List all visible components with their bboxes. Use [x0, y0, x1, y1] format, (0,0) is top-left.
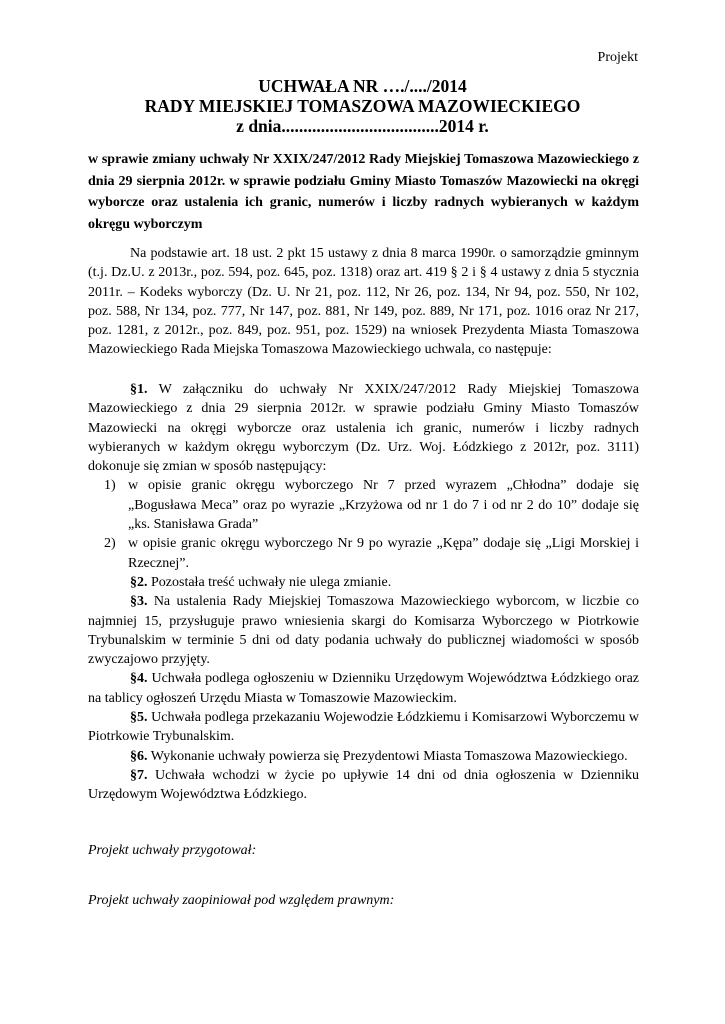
- section-2: [88, 573, 639, 592]
- section-6-mark: §6.: [130, 748, 148, 764]
- section-7-mark: §7.: [130, 767, 148, 783]
- section-3-mark: §3.: [130, 594, 148, 610]
- resolution-body: [88, 380, 639, 805]
- section-3: [88, 592, 639, 669]
- section-7: [88, 766, 639, 805]
- title-line-date: z dnia....................................2014 r.: [236, 116, 489, 136]
- section-5-text: Uchwała podlega przekazaniu Wojewodzie Łódzkiemu i Komisarzowi Wyborczemu w Piotrkowie Trybunalskim.: [88, 710, 639, 745]
- title-line-number: UCHWAŁA NR …./..../2014: [258, 76, 467, 96]
- legal-opinion-note: Projekt uchwały zaopiniował pod względem prawnym:: [88, 893, 395, 908]
- section-1-text: W załączniku do uchwały Nr XXIX/247/2012 Rady Miejskiej Tomaszowa Mazowieckiego z dnia 29 sierpnia 2012r. w sprawie podziału Gminy Miasto Tomaszów Mazowiecki na okręgi wyborcze oraz ustalenia ich granic, numerów i liczby radnych wybieranych w każdym okręgu wyborczym (Dz. Urz. Woj. Łódzkiego z 2012r, poz. 3111) dokonuje się zmian w sposób następujący:: [88, 382, 639, 475]
- section-4-mark: §4.: [130, 671, 148, 687]
- amendment-item-1: [104, 476, 639, 534]
- legal-basis: Na podstawie art. 18 ust. 2 pkt 15 ustawy z dnia 8 marca 1990r. o samorządzie gminnym (t.j. Dz.U. z 2013r., poz. 594, poz. 645, poz. 1318) oraz art. 419 § 2 i § 4 ustawy z dnia 5 stycznia 2011r. – Kodeks wyborczy (Dz. U. Nr 21, poz. 112, Nr 26, poz. 134, Nr 94, poz. 550, Nr 102, poz. 588, Nr 134, poz. 777, Nr 147, poz. 881, Nr 149, poz. 889, Nr 171, poz. 1016 oraz Nr 217, poz. 1281, z 2012r., poz. 849, poz. 951, poz. 1529) na wniosek Prezydenta Miasta Tomaszowa Mazowieckiego Rada Miejska Tomaszowa Mazowieckiego uchwala, co następuje:: [88, 246, 639, 358]
- amendment-item-2: [104, 534, 639, 573]
- resolution-title: [0, 76, 725, 136]
- section-5-mark: §5.: [130, 710, 148, 726]
- section-7-text: Uchwała wchodzi w życie po upływie 14 dni od dnia ogłoszenia w Dzienniku Urzędowym Województwa Łódzkiego.: [88, 767, 639, 803]
- draft-label: Projekt: [597, 50, 638, 65]
- section-4: [88, 669, 639, 708]
- section-6-text: Wykonanie uchwały powierza się Prezydentowi Miasta Tomaszowa Mazowieckiego.: [147, 748, 628, 764]
- section-6: [88, 747, 639, 766]
- amendment-list: [88, 476, 639, 572]
- title-line-council: RADY MIEJSKIEJ TOMASZOWA MAZOWIECKIEGO: [144, 96, 581, 116]
- amendment-item-1-text: w opisie granic okręgu wyborczego Nr 7 przed wyrazem „Chłodna” dodaje się „Bogusława Meca” oraz po wyrazie „Krzyżowa od nr 1 do 7 i od nr 2 do 10” dodaje się „ks. Stanisława Grada”: [128, 478, 639, 533]
- section-5: [88, 708, 639, 747]
- section-1-mark: §1.: [130, 382, 148, 397]
- amendment-item-2-number: 2): [104, 536, 116, 552]
- resolution-subject: w sprawie zmiany uchwały Nr XXIX/247/2012 Rady Miejskiej Tomaszowa Mazowieckiego z dnia 29 sierpnia 2012r. w sprawie podziału Gminy Miasto Tomaszów Mazowiecki na okręgi wyborcze oraz ustalenia ich granic, numerów i liczby radnych wybieranych w każdym okręgu wyborczym: [88, 152, 639, 232]
- amendment-item-1-number: 1): [104, 478, 116, 494]
- section-3-text: Na ustalenia Rady Miejskiej Tomaszowa Mazowieckiego wyborcom, w liczbie co najmniej 15, przysługuje prawo wniesienia skargi do Komisarza Wyborczego w Piotrkowie Trybunalskim w terminie 5 dni od daty podania uchwały do publicznej wiadomości w sposób zwyczajowo przyjęty.: [88, 594, 639, 668]
- section-1: [88, 380, 639, 476]
- section-4-text: Uchwała podlega ogłoszeniu w Dzienniku Urzędowym Województwa Łódzkiego oraz na tablicy ogłoszeń Urzędu Miasta w Tomaszowie Mazowieckim.: [88, 671, 639, 706]
- amendment-item-2-text: w opisie granic okręgu wyborczego Nr 9 po wyrazie „Kępa” dodaje się „Ligi Morskiej i Rzecznej”.: [128, 536, 639, 571]
- section-2-mark: §2.: [130, 574, 148, 590]
- section-2-text: Pozostała treść uchwały nie ulega zmianie.: [147, 574, 392, 590]
- prepared-by-note: Projekt uchwały przygotował:: [88, 843, 257, 858]
